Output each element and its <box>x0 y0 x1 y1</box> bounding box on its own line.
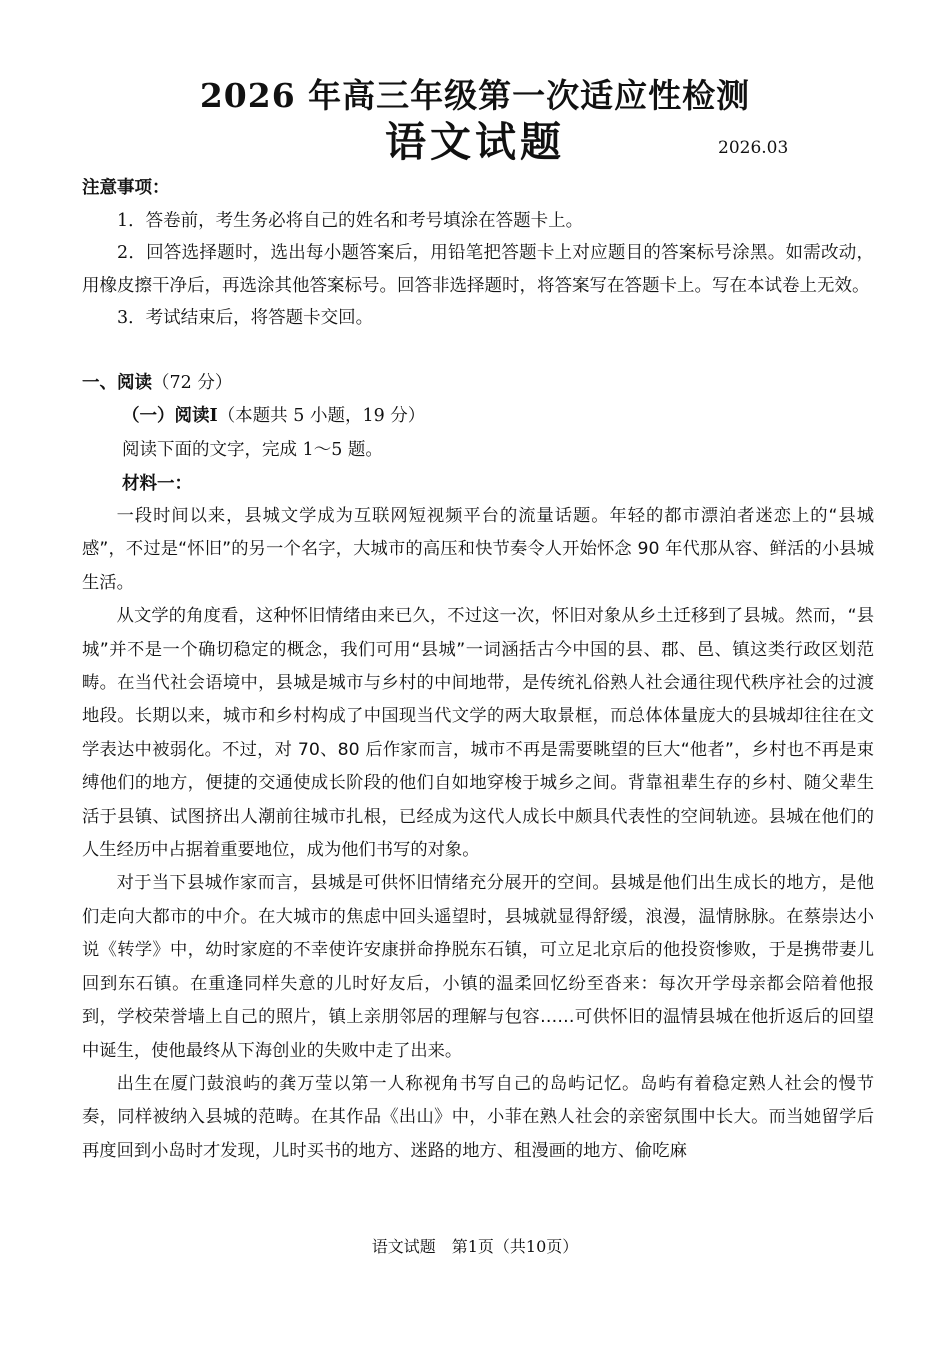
notice-block <box>82 172 874 335</box>
passage-paragraph-1: 一段时间以来，县城文学成为互联网短视频平台的流量话题。年轻的都市漂泊者迷恋上的“县城感”，不过是“怀旧”的另一个名字，大城市的高压和快节奏令人开始怀念 90 年代那从容、鲜活的小县城生活。 <box>82 506 874 593</box>
subsection-detail: （本题共 5 小题，19 分） <box>217 406 426 426</box>
exam-date: 2026.03 <box>718 138 789 158</box>
subsection-label: （一）阅读I <box>122 406 218 426</box>
passage-body <box>82 500 874 1168</box>
exam-title-line1: 2026 年高三年级第一次适应性检测 <box>199 76 751 115</box>
exam-title-subject: 语文试题 <box>385 118 565 166</box>
passage-paragraph-4: 出生在厦门鼓浪屿的龚万莹以第一人称视角书写自己的岛屿记忆。岛屿有着稳定熟人社会的慢节奏，同样被纳入县城的范畴。在其作品《出山》中，小菲在熟人社会的亲密氛围中长大。而当她留学后再度回到小岛时才发现，儿时买书的地方、迷路的地方、租漫画的地方、偷吃麻 <box>82 1073 874 1161</box>
page-footer: 语文试题 第1页（共10页） <box>371 1237 579 1256</box>
passage-paragraph-2: 从文学的角度看，这种怀旧情绪由来已久，不过这一次，怀旧对象从乡土迁移到了县城。然而，“县城”并不是一个确切稳定的概念，我们可用“县城”一词涵括古今中国的县、郡、邑、镇这类行政区划范畴。在当代社会语境中，县城是城市与乡村的中间地带，是传统礼俗熟人社会通往现代秩序社会的过渡地段。长期以来，城市和乡村构成了中国现当代文学的两大取景框，而总体体量庞大的县城却往往在文学表达中被弱化。不过，对 70、80 后作家而言，城市不再是需要眺望的巨大“他者”，乡村也不再是束缚他们的地方，便捷的交通使成长阶段的他们自如地穿梭于城乡之间。背靠祖辈生存的乡村、随父辈生活于县镇、试图挤出人潮前往城市扎根，已经成为这代人成长中颇具代表性的空间轨迹。县城在他们的人生经历中占据着重要地位，成为他们书写的对象。 <box>82 606 874 861</box>
section-label: 一、阅读 <box>82 373 152 393</box>
subsection-heading <box>122 400 425 432</box>
section-score: （72 分） <box>152 373 233 393</box>
material-label: 材料一： <box>122 474 192 494</box>
notice-item-2: 2．回答选择题时，选出每小题答案后，用铅笔把答题卡上对应题目的答案标号涂黑。如需改动，用橡皮擦干净后，再选涂其他答案标号。回答非选择题时，将答案写在答题卡上。写在本试卷上无效。 <box>82 243 874 296</box>
passage-paragraph-3: 对于当下县城作家而言，县城是可供怀旧情绪充分展开的空间。县城是他们出生成长的地方，是他们走向大都市的中介。在大城市的焦虑中回头遥望时，县城就显得舒缓，浪漫，温情脉脉。在蔡崇达小说《转学》中，幼时家庭的不幸使许安康拼命挣脱东石镇，可立足北京后的他投资惨败，于是携带妻儿回到东石镇。在重逢同样失意的儿时好友后，小镇的温柔回忆纷至沓来：每次开学母亲都会陪着他报到，学校荣誉墙上自己的照片，镇上亲朋邻居的理解与包容……可供怀旧的温情县城在他折返后的回望中诞生，使他最终从下海创业的失败中走了出来。 <box>82 873 874 1061</box>
notice-heading: 注意事项： <box>82 178 170 198</box>
section-heading <box>82 367 232 399</box>
reading-instruction: 阅读下面的文字，完成 1～5 题。 <box>122 440 383 460</box>
notice-item-1: 1．答卷前，考生务必将自己的姓名和考号填涂在答题卡上。 <box>117 210 584 231</box>
notice-item-3: 3．考试结束后，将答题卡交回。 <box>117 308 374 328</box>
